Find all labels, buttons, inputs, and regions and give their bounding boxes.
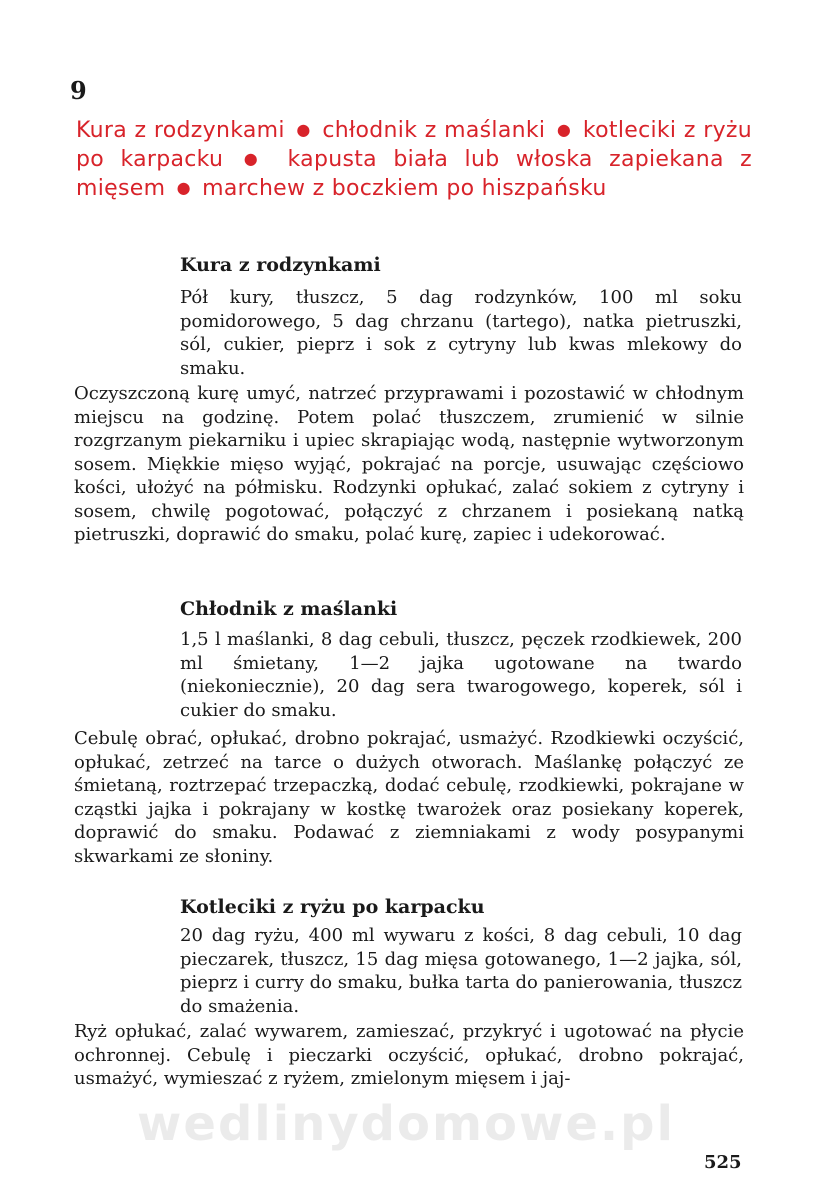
watermark: wedlinydomowe.pl xyxy=(137,1096,675,1152)
recipe-title: Kotleciki z ryżu po karpacku xyxy=(180,896,485,918)
menu-item: marchew z boczkiem po hiszpańsku xyxy=(202,176,607,201)
day-number: 9 xyxy=(70,76,87,105)
recipe-method: Cebulę obrać, opłukać, drobno pokrajać, usmażyć. Rzodkiewki oczyścić, opłukać, zetrzeć na tarce o dużych otworach. Maślankę połączyć ze śmietaną, roztrzepać trzepaczką, dodać cebulę, rzodkiewki, pokrajane w cząstki jajka i pokrajany w kostkę twarożek oraz posiekany koperek, doprawić do smaku. Podawać z ziemniakami z wody posypanymi skwarkami ze słoniny. xyxy=(74,728,744,867)
bullet-icon: ● xyxy=(556,120,572,139)
recipe-method: Oczyszczoną kurę umyć, natrzeć przyprawami i pozostawić w chłodnym miejscu na godzinę. Potem polać tłuszczem, zrumienić w silnie rozgrzanym piekarniku i upiec skrapiając wodą, następnie wytworzonym sosem. Miękkie mięso wyjąć, pokrajać na porcje, usuwając częściowo kości, ułożyć na półmisku. Rodzynki opłukać, zalać sokiem z cytryny i sosem, chwilę pogotować, połączyć z chrzanem i posiekaną natką pietruszki, doprawić do smaku, polać kurę, zapiec i udekorować. xyxy=(74,383,744,545)
page-number: 525 xyxy=(704,1152,742,1173)
day-menu-header xyxy=(76,116,752,203)
menu-item: chłodnik z maślanki xyxy=(322,118,546,143)
recipe-ingredients: 1,5 l maślanki, 8 dag cebuli, tłuszcz, pęczek rzodkiewek, 200 ml śmietany, 1—2 jajka ugotowane na twardo (niekoniecznie), 20 dag sera twarogowego, koperek, sól i cukier do smaku. xyxy=(180,629,742,721)
menu-item: Kura z rodzynkami xyxy=(76,118,285,143)
recipe-title: Chłodnik z maślanki xyxy=(180,598,398,620)
recipe-method: Ryż opłukać, zalać wywarem, zamieszać, przykryć i ugotować na płycie ochronnej. Cebulę i pieczarki oczyścić, opłukać, drobno pokrajać, usmażyć, wymieszać z ryżem, zmielonym mięsem i jaj- xyxy=(74,1021,744,1089)
recipe-title: Kura z rodzynkami xyxy=(180,254,381,276)
menu-item: kotleciki z ryżu po karpacku xyxy=(76,118,752,172)
menu-item: kapusta biała lub włoska zapiekana z mięsem xyxy=(76,147,752,201)
bullet-icon: ● xyxy=(176,178,191,197)
bullet-icon: ● xyxy=(296,120,311,139)
recipe-ingredients: Pół kury, tłuszcz, 5 dag rodzynków, 100 ml soku pomidorowego, 5 dag chrzanu (tartego), natka pietruszki, sól, cukier, pieprz i sok z cytryny lub kwas mlekowy do smaku. xyxy=(180,287,742,379)
recipe-ingredients: 20 dag ryżu, 400 ml wywaru z kości, 8 dag cebuli, 10 dag pieczarek, tłuszcz, 15 dag mięsa gotowanego, 1—2 jajka, sól, pieprz i curry do smaku, bułka tarta do panierowania, tłuszcz do smażenia. xyxy=(180,925,742,1017)
bullet-icon: ● xyxy=(243,149,268,168)
